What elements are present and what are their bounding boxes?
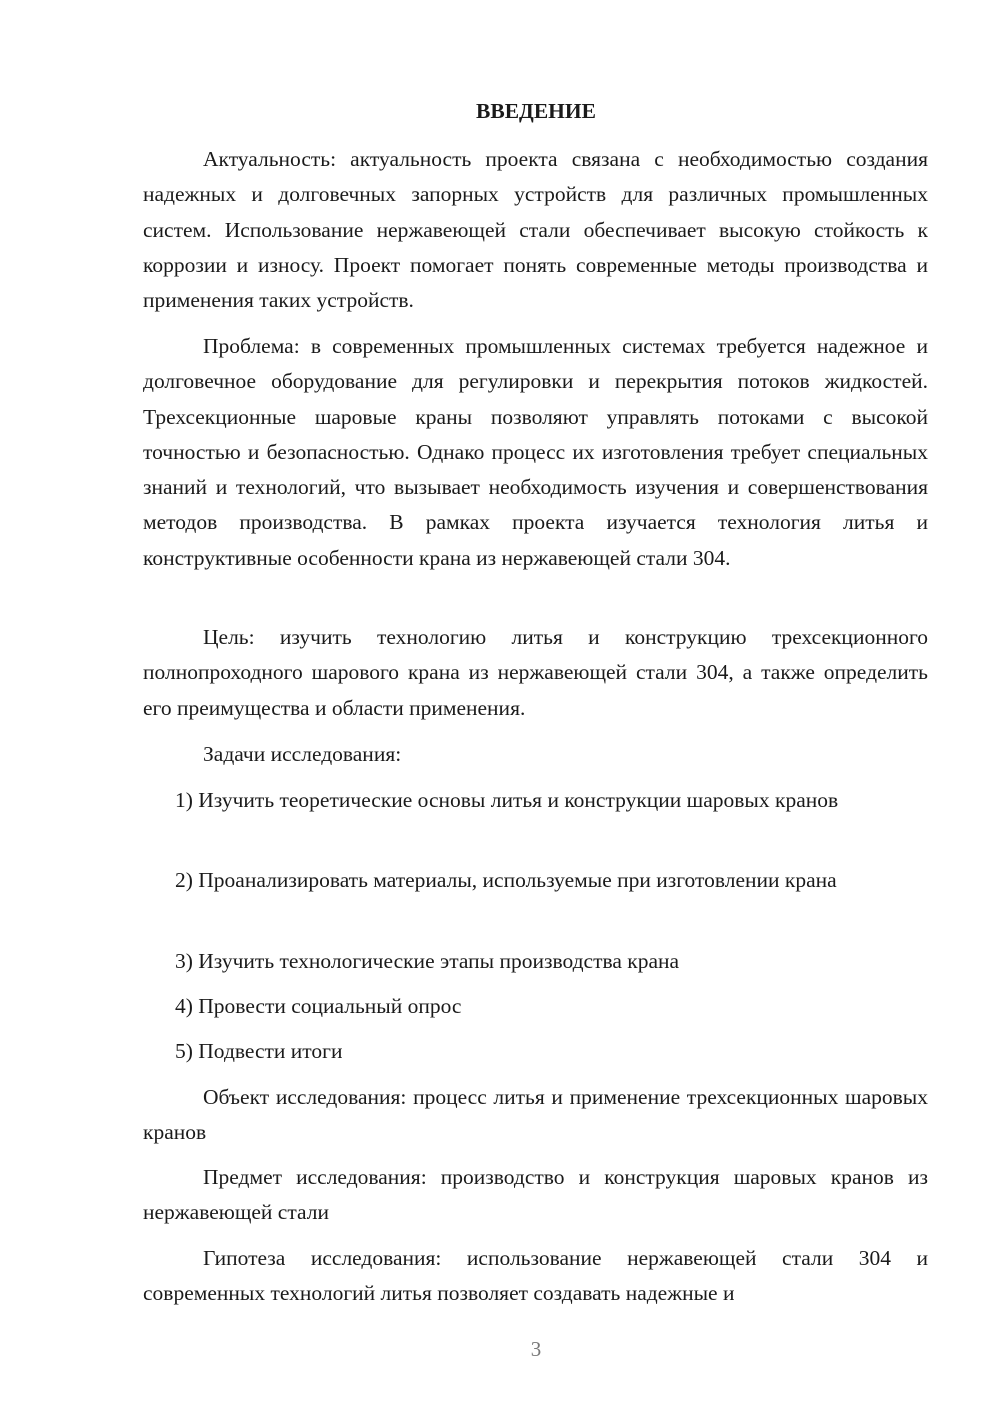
task-item-3: 3) Изучить технологические этапы производства крана — [175, 949, 680, 973]
relevance-paragraph: Актуальность: актуальность проекта связана с необходимостью создания надежных и долговечных запорных устройств для различных промышленных систем. Использование нержавеющей стали обеспечивает высокую стойкость к коррозии и износу. Проект помогает понять современные методы производства и применения таких устройств. — [143, 147, 928, 313]
page-title: ВВЕДЕНИЕ — [476, 99, 596, 123]
object-paragraph: Объект исследования: процесс литья и применение трехсекционных шаровых кранов — [143, 1085, 928, 1145]
tasks-heading: Задачи исследования: — [203, 742, 402, 766]
task-item-4: 4) Провести социальный опрос — [175, 994, 462, 1018]
task-item-5: 5) Подвести итоги — [175, 1039, 343, 1063]
problem-paragraph: Проблема: в современных промышленных системах требуется надежное и долговечное оборудование для регулировки и перекрытия потоков жидкостей. Трехсекционные шаровые краны позволяют управлять потоками с высокой точностью и безопасностью. Однако процесс их изготовления требует специальных знаний и технологий, что вызывает необходимость изучения и совершенствования методов производства. В рамках проекта изучается технология литья и конструктивные особенности крана из нержавеющей стали 304. — [143, 334, 928, 570]
task-item-2: 2) Проанализировать материалы, используемые при изготовлении крана — [175, 868, 837, 892]
hypothesis-paragraph: Гипотеза исследования: использование нержавеющей стали 304 и современных технологий литья позволяет создавать надежные и — [143, 1246, 928, 1306]
task-item-1: 1) Изучить теоретические основы литья и конструкции шаровых кранов — [175, 788, 839, 812]
page-number: 3 — [530, 1337, 542, 1361]
subject-paragraph: Предмет исследования: производство и конструкция шаровых кранов из нержавеющей стали — [143, 1165, 928, 1225]
goal-paragraph: Цель: изучить технологию литья и конструкцию трехсекционного полнопроходного шарового крана из нержавеющей стали 304, а также определить его преимущества и области применения. — [143, 625, 928, 720]
